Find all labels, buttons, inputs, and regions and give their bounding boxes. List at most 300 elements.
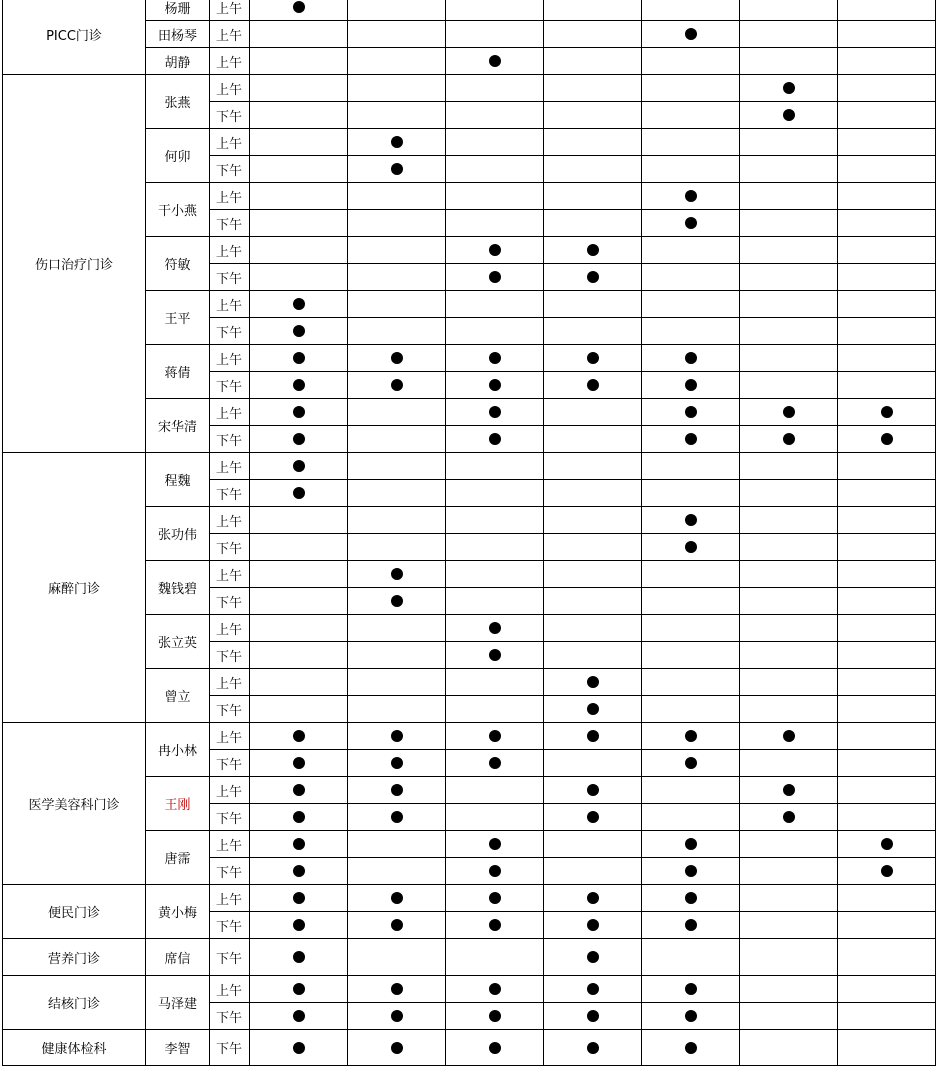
day-cell <box>642 534 740 561</box>
schedule-dot <box>685 892 697 904</box>
day-cell <box>250 1003 348 1030</box>
day-cell <box>740 48 838 75</box>
day-cell <box>838 426 936 453</box>
day-cell <box>838 750 936 777</box>
schedule-dot <box>391 1042 403 1054</box>
period-label: 下午 <box>216 217 243 233</box>
day-cell <box>544 156 642 183</box>
day-cell <box>838 453 936 480</box>
day-cell <box>348 264 446 291</box>
doctor-name-cell <box>146 507 210 561</box>
schedule-dot <box>293 487 305 499</box>
department-cell <box>2 1030 146 1066</box>
schedule-dot <box>685 757 697 769</box>
day-cell <box>642 696 740 723</box>
day-cell <box>250 345 348 372</box>
schedule-dot <box>587 811 599 823</box>
period-cell <box>210 976 250 1003</box>
period-cell <box>210 345 250 372</box>
day-cell <box>544 426 642 453</box>
day-cell <box>446 696 544 723</box>
day-cell <box>740 588 838 615</box>
schedule-dot <box>783 109 795 121</box>
day-cell <box>642 507 740 534</box>
doctor-name: 马泽建 <box>157 997 197 1012</box>
schedule-dot <box>391 730 403 742</box>
day-cell <box>740 0 838 21</box>
day-cell <box>642 561 740 588</box>
schedule-dot <box>293 406 305 418</box>
period-label: 上午 <box>216 838 243 854</box>
day-cell <box>544 885 642 912</box>
day-cell <box>348 291 446 318</box>
schedule-dot <box>391 352 403 364</box>
period-cell <box>210 669 250 696</box>
doctor-name-cell <box>146 561 210 615</box>
day-cell <box>740 183 838 210</box>
day-cell <box>250 0 348 21</box>
day-cell <box>250 318 348 345</box>
day-cell <box>838 345 936 372</box>
schedule-dot <box>489 730 501 742</box>
schedule-dot <box>293 757 305 769</box>
day-cell <box>446 21 544 48</box>
doctor-name: 干小燕 <box>157 204 197 219</box>
day-cell <box>250 669 348 696</box>
day-cell <box>348 0 446 21</box>
day-cell <box>250 534 348 561</box>
day-cell <box>642 21 740 48</box>
day-cell <box>838 561 936 588</box>
day-cell <box>544 1030 642 1066</box>
day-cell <box>544 507 642 534</box>
schedule-dot <box>587 676 599 688</box>
period-cell <box>210 75 250 102</box>
department-name: 医学美容科门诊 <box>28 798 120 813</box>
day-cell <box>838 102 936 129</box>
day-cell <box>838 75 936 102</box>
schedule-dot <box>685 406 697 418</box>
schedule-dot <box>685 190 697 202</box>
doctor-name: 程魏 <box>164 474 191 489</box>
day-cell <box>740 1003 838 1030</box>
period-label: 上午 <box>216 244 243 260</box>
day-cell <box>250 480 348 507</box>
department-name: 伤口治疗门诊 <box>34 258 113 273</box>
schedule-dot <box>293 983 305 995</box>
schedule-dot <box>881 406 893 418</box>
period-label: 上午 <box>216 983 243 999</box>
day-cell <box>642 264 740 291</box>
doctor-name: 杨珊 <box>164 1 191 17</box>
day-cell <box>740 75 838 102</box>
period-cell <box>210 561 250 588</box>
day-cell <box>348 372 446 399</box>
day-cell <box>740 507 838 534</box>
schedule-dot <box>391 919 403 931</box>
period-cell <box>210 372 250 399</box>
day-cell <box>446 939 544 976</box>
schedule-dot <box>685 352 697 364</box>
day-cell <box>250 831 348 858</box>
day-cell <box>544 976 642 1003</box>
schedule-dot <box>489 352 501 364</box>
schedule-dot <box>489 649 501 661</box>
day-cell <box>446 0 544 21</box>
day-cell <box>348 858 446 885</box>
schedule-dot <box>489 919 501 931</box>
schedule-dot <box>881 838 893 850</box>
day-cell <box>642 237 740 264</box>
day-cell <box>642 399 740 426</box>
day-cell <box>642 0 740 21</box>
day-cell <box>446 48 544 75</box>
period-label: 上午 <box>216 136 243 152</box>
day-cell <box>250 588 348 615</box>
day-cell <box>838 912 936 939</box>
day-cell <box>544 912 642 939</box>
period-label: 上午 <box>216 622 243 638</box>
day-cell <box>838 129 936 156</box>
doctor-name-cell <box>146 291 210 345</box>
schedule-dot <box>587 983 599 995</box>
doctor-name: 冉小林 <box>157 744 197 759</box>
period-cell <box>210 48 250 75</box>
day-cell <box>250 885 348 912</box>
day-cell <box>642 291 740 318</box>
day-cell <box>740 885 838 912</box>
day-cell <box>642 129 740 156</box>
period-label: 下午 <box>216 757 243 773</box>
day-cell <box>446 561 544 588</box>
period-label: 下午 <box>216 109 243 125</box>
schedule-dot <box>587 919 599 931</box>
day-cell <box>642 912 740 939</box>
day-cell <box>838 507 936 534</box>
day-cell <box>544 669 642 696</box>
schedule-dot <box>293 298 305 310</box>
day-cell <box>642 939 740 976</box>
period-label: 上午 <box>216 298 243 314</box>
day-cell <box>544 264 642 291</box>
day-cell <box>838 831 936 858</box>
schedule-dot <box>293 1010 305 1022</box>
day-cell <box>740 723 838 750</box>
period-cell <box>210 210 250 237</box>
day-cell <box>348 129 446 156</box>
period-label: 上午 <box>216 460 243 476</box>
department-name: 便民门诊 <box>47 906 100 921</box>
day-cell <box>250 939 348 976</box>
day-cell <box>446 210 544 237</box>
day-cell <box>544 0 642 21</box>
day-cell <box>642 48 740 75</box>
doctor-name: 曾立 <box>164 690 191 705</box>
doctor-name-cell <box>146 777 210 831</box>
period-cell <box>210 129 250 156</box>
schedule-dot <box>489 271 501 283</box>
doctor-name: 何卯 <box>164 150 191 165</box>
day-cell <box>838 976 936 1003</box>
doctor-name: 魏钱碧 <box>157 582 197 597</box>
schedule-dot <box>587 951 599 963</box>
day-cell <box>838 534 936 561</box>
day-cell <box>642 885 740 912</box>
schedule-dot <box>391 892 403 904</box>
day-cell <box>544 750 642 777</box>
day-cell <box>740 453 838 480</box>
day-cell <box>838 777 936 804</box>
day-cell <box>348 615 446 642</box>
period-cell <box>210 588 250 615</box>
day-cell <box>446 75 544 102</box>
day-cell <box>544 588 642 615</box>
day-cell <box>446 885 544 912</box>
period-label: 上午 <box>216 730 243 746</box>
period-cell <box>210 453 250 480</box>
day-cell <box>740 156 838 183</box>
day-cell <box>348 831 446 858</box>
department-cell <box>2 976 146 1030</box>
doctor-name: 黄小梅 <box>157 906 197 921</box>
schedule-dot <box>391 595 403 607</box>
period-cell <box>210 102 250 129</box>
day-cell <box>348 588 446 615</box>
doctor-name: 蒋倩 <box>164 366 191 381</box>
schedule-dot <box>293 1042 305 1054</box>
day-cell <box>250 912 348 939</box>
period-label: 上午 <box>216 352 243 368</box>
period-label: 上午 <box>216 190 243 206</box>
day-cell <box>642 426 740 453</box>
doctor-name: 王平 <box>164 312 191 327</box>
schedule-dot <box>685 730 697 742</box>
day-cell <box>250 237 348 264</box>
day-cell <box>740 345 838 372</box>
schedule-dot <box>587 703 599 715</box>
day-cell <box>544 804 642 831</box>
schedule-dot <box>685 379 697 391</box>
day-cell <box>740 291 838 318</box>
doctor-name-cell <box>146 453 210 507</box>
period-cell <box>210 426 250 453</box>
day-cell <box>544 858 642 885</box>
day-cell <box>642 102 740 129</box>
day-cell <box>642 723 740 750</box>
period-cell <box>210 831 250 858</box>
period-label: 上午 <box>216 514 243 530</box>
schedule-dot <box>391 1010 403 1022</box>
day-cell <box>740 804 838 831</box>
schedule-dot <box>293 379 305 391</box>
day-cell <box>838 48 936 75</box>
day-cell <box>544 642 642 669</box>
day-cell <box>544 615 642 642</box>
schedule-dot <box>685 217 697 229</box>
schedule-dot <box>489 892 501 904</box>
schedule-dot <box>587 271 599 283</box>
schedule-dot <box>293 919 305 931</box>
day-cell <box>446 426 544 453</box>
schedule-dot <box>293 352 305 364</box>
day-cell <box>642 1030 740 1066</box>
doctor-name: 王刚 <box>164 798 191 813</box>
doctor-name-cell <box>146 885 210 939</box>
day-cell <box>446 264 544 291</box>
period-label: 上午 <box>216 55 243 71</box>
day-cell <box>544 696 642 723</box>
department-cell <box>2 939 146 976</box>
schedule-dot <box>489 433 501 445</box>
doctor-name-cell <box>146 0 210 21</box>
day-cell <box>642 372 740 399</box>
day-cell <box>740 561 838 588</box>
day-cell <box>544 48 642 75</box>
day-cell <box>348 669 446 696</box>
day-cell <box>446 102 544 129</box>
day-cell <box>544 237 642 264</box>
day-cell <box>446 804 544 831</box>
day-cell <box>740 264 838 291</box>
doctor-name-cell <box>146 345 210 399</box>
day-cell <box>740 615 838 642</box>
department-name: 结核门诊 <box>47 997 100 1012</box>
period-cell <box>210 696 250 723</box>
day-cell <box>544 939 642 976</box>
schedule-dot <box>587 244 599 256</box>
day-cell <box>446 669 544 696</box>
schedule-dot <box>881 865 893 877</box>
schedule-dot <box>489 983 501 995</box>
day-cell <box>250 426 348 453</box>
doctor-name-cell <box>146 939 210 976</box>
schedule-dot <box>685 838 697 850</box>
day-cell <box>544 831 642 858</box>
schedule-dot <box>293 433 305 445</box>
day-cell <box>348 976 446 1003</box>
day-cell <box>348 426 446 453</box>
period-label: 下午 <box>216 379 243 395</box>
period-label: 上午 <box>216 1 243 17</box>
day-cell <box>250 976 348 1003</box>
day-cell <box>250 615 348 642</box>
day-cell <box>740 1030 838 1066</box>
day-cell <box>250 696 348 723</box>
day-cell <box>838 264 936 291</box>
day-cell <box>348 1003 446 1030</box>
day-cell <box>544 480 642 507</box>
schedule-dot <box>587 784 599 796</box>
doctor-name-cell <box>146 1030 210 1066</box>
period-cell <box>210 399 250 426</box>
day-cell <box>740 750 838 777</box>
doctor-name: 宋华清 <box>157 420 197 435</box>
schedule-dot <box>293 325 305 337</box>
doctor-name-cell <box>146 615 210 669</box>
department-name: 营养门诊 <box>47 951 100 967</box>
schedule-dot <box>783 784 795 796</box>
day-cell <box>642 318 740 345</box>
day-cell <box>250 291 348 318</box>
period-cell <box>210 723 250 750</box>
department-name: PICC门诊 <box>46 28 102 44</box>
doctor-name-cell <box>146 21 210 48</box>
department-name: 麻醉门诊 <box>47 582 100 597</box>
period-label: 上午 <box>216 892 243 908</box>
day-cell <box>740 939 838 976</box>
period-cell <box>210 291 250 318</box>
day-cell <box>740 426 838 453</box>
schedule-dot <box>489 757 501 769</box>
schedule-dot <box>293 838 305 850</box>
period-label: 上午 <box>216 28 243 44</box>
period-cell <box>210 0 250 21</box>
day-cell <box>446 615 544 642</box>
schedule-dot <box>685 1010 697 1022</box>
period-cell <box>210 939 250 976</box>
day-cell <box>544 183 642 210</box>
day-cell <box>642 345 740 372</box>
day-cell <box>642 1003 740 1030</box>
schedule-dot <box>489 55 501 67</box>
period-label: 上午 <box>216 784 243 800</box>
department-cell <box>2 453 146 723</box>
day-cell <box>544 21 642 48</box>
day-cell <box>544 777 642 804</box>
day-cell <box>250 210 348 237</box>
day-cell <box>446 976 544 1003</box>
day-cell <box>348 642 446 669</box>
day-cell <box>642 750 740 777</box>
day-cell <box>838 372 936 399</box>
day-cell <box>544 1003 642 1030</box>
day-cell <box>740 480 838 507</box>
department-name: 健康体检科 <box>41 1042 107 1057</box>
day-cell <box>642 804 740 831</box>
day-cell <box>446 156 544 183</box>
schedule-dot <box>391 136 403 148</box>
day-cell <box>446 858 544 885</box>
schedule-dot <box>391 163 403 175</box>
day-cell <box>544 534 642 561</box>
doctor-name: 李智 <box>164 1042 191 1057</box>
day-cell <box>642 480 740 507</box>
day-cell <box>642 642 740 669</box>
day-cell <box>544 129 642 156</box>
doctor-name-cell <box>146 237 210 291</box>
day-cell <box>838 696 936 723</box>
period-cell <box>210 912 250 939</box>
day-cell <box>740 642 838 669</box>
period-label: 上午 <box>216 406 243 422</box>
period-cell <box>210 858 250 885</box>
day-cell <box>446 912 544 939</box>
day-cell <box>838 939 936 976</box>
day-cell <box>348 696 446 723</box>
period-label: 下午 <box>216 919 243 935</box>
schedule-dot <box>293 811 305 823</box>
day-cell <box>348 912 446 939</box>
day-cell <box>740 534 838 561</box>
day-cell <box>740 976 838 1003</box>
schedule-dot <box>685 919 697 931</box>
day-cell <box>642 615 740 642</box>
day-cell <box>446 777 544 804</box>
day-cell <box>838 615 936 642</box>
day-cell <box>740 318 838 345</box>
day-cell <box>250 399 348 426</box>
day-cell <box>740 669 838 696</box>
